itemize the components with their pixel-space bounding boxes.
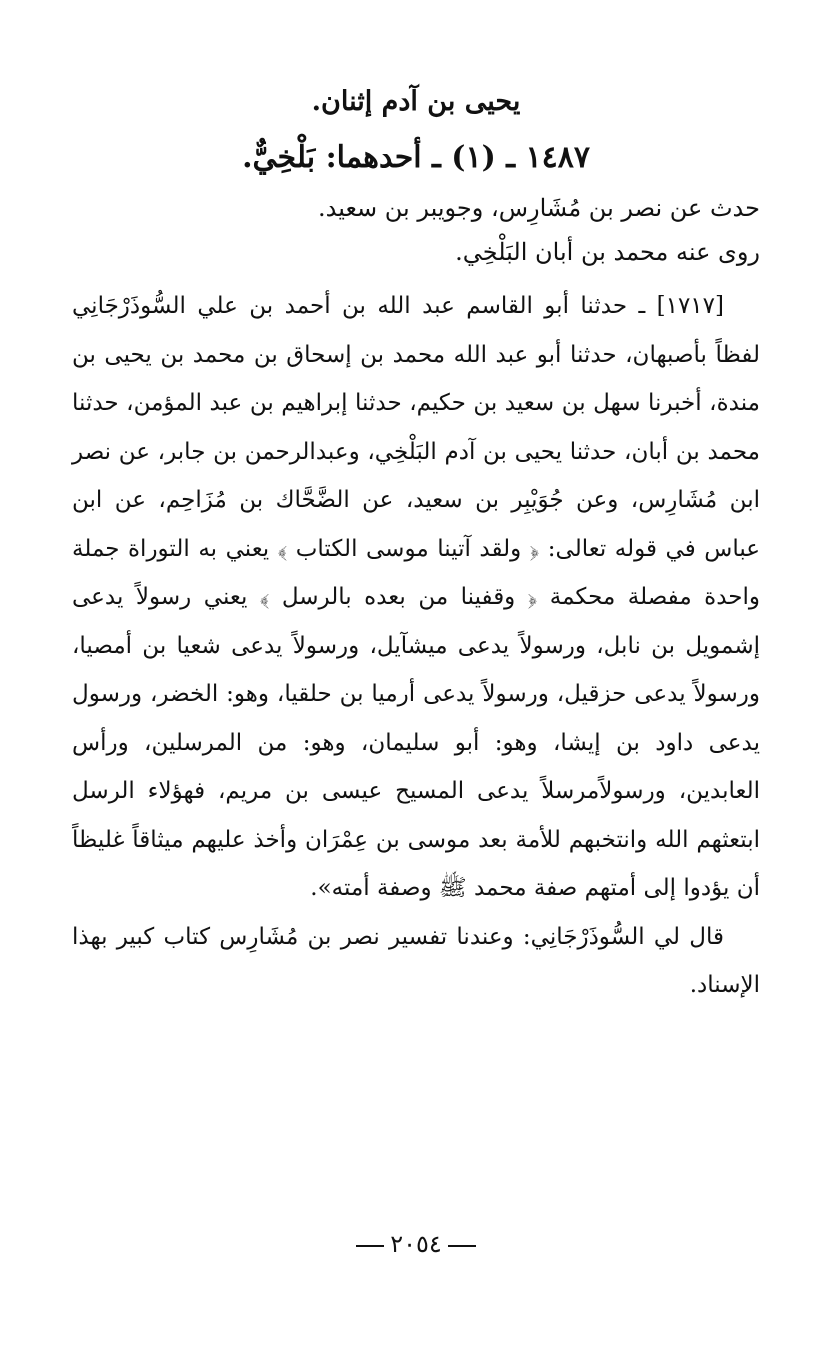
page-number: ٢٠٥٤ [390,1230,442,1258]
page-footer [0,1230,832,1258]
teachers-line: حدث عن نصر بن مُشَارِس، وجويبر بن سعيد. [317,194,760,222]
footer-rule-left [356,1245,384,1247]
students-line: روى عنه محمد بن أبان البَلْخِي. [455,238,760,266]
footer-rule-right [448,1245,476,1247]
closing-paragraph: قال لي السُّوذَرْجَانِي: وعندنا تفسير نصر بن مُشَارِس كتاب كبير بهذا الإسناد. [72,923,760,998]
spacer [72,274,760,282]
hadith-block [72,282,760,1010]
section-title: يحيى بن آدم إثنان. [311,86,521,117]
hadith-paragraph: [١٧١٧] ـ حدثنا أبو القاسم عبد الله بن أحمد بن علي السُّوذَرْجَانِي لفظاً بأصبهان، حدثنا أبو عبد الله محمد بن إسحاق بن محمد بن يحيى بن مندة، أخبرنا سهل بن سعيد بن حكيم، حدثنا إبراهيم بن عبد المؤمن، حدثنا محمد بن أبان، حدثنا يحيى بن آدم البَلْخِي، وعبدالرحمن بن جابر، عن نصر ابن مُشَارِس، وعن جُوَيْبِر بن سعيد، عن الضَّحَّاك بن مُزَاحِم، عن ابن عباس في قوله تعالى: ﴿ ولقد آتينا موسى الكتاب ﴾ يعني به التوراة جملة واحدة مفصلة محكمة ﴿ وقفينا من بعده بالرسل ﴾ يعني رسولاً يدعى إشمويل بن نابل، ورسولاً يدعى ميشآيل، ورسولاً يدعى شعيا بن أمصيا، ورسولاً يدعى حزقيل، ورسولاً يدعى أرميا بن حلقيا، وهو: الخضر، ورسول يدعى داود بن إيشا، وهو: أبو سليمان، وهو: من المرسلين، ورأس العابدين، ورسولاًمرسلاً يدعى المسيح عيسى بن مريم، فهؤلاء الرسل ابتعثهم الله وانتخبهم للأمة بعد موسى بن عِمْرَان وأخذ عليهم ميثاقاً غليظاً أن يؤدوا إلى أمتهم صفة محمد ﷺ وصفة أمته». [72,293,760,901]
entry-heading: ١٤٨٧ ـ (١) ـ أحدهما: بَلْخِيٌّ. [242,140,590,175]
page-body [72,70,760,1010]
